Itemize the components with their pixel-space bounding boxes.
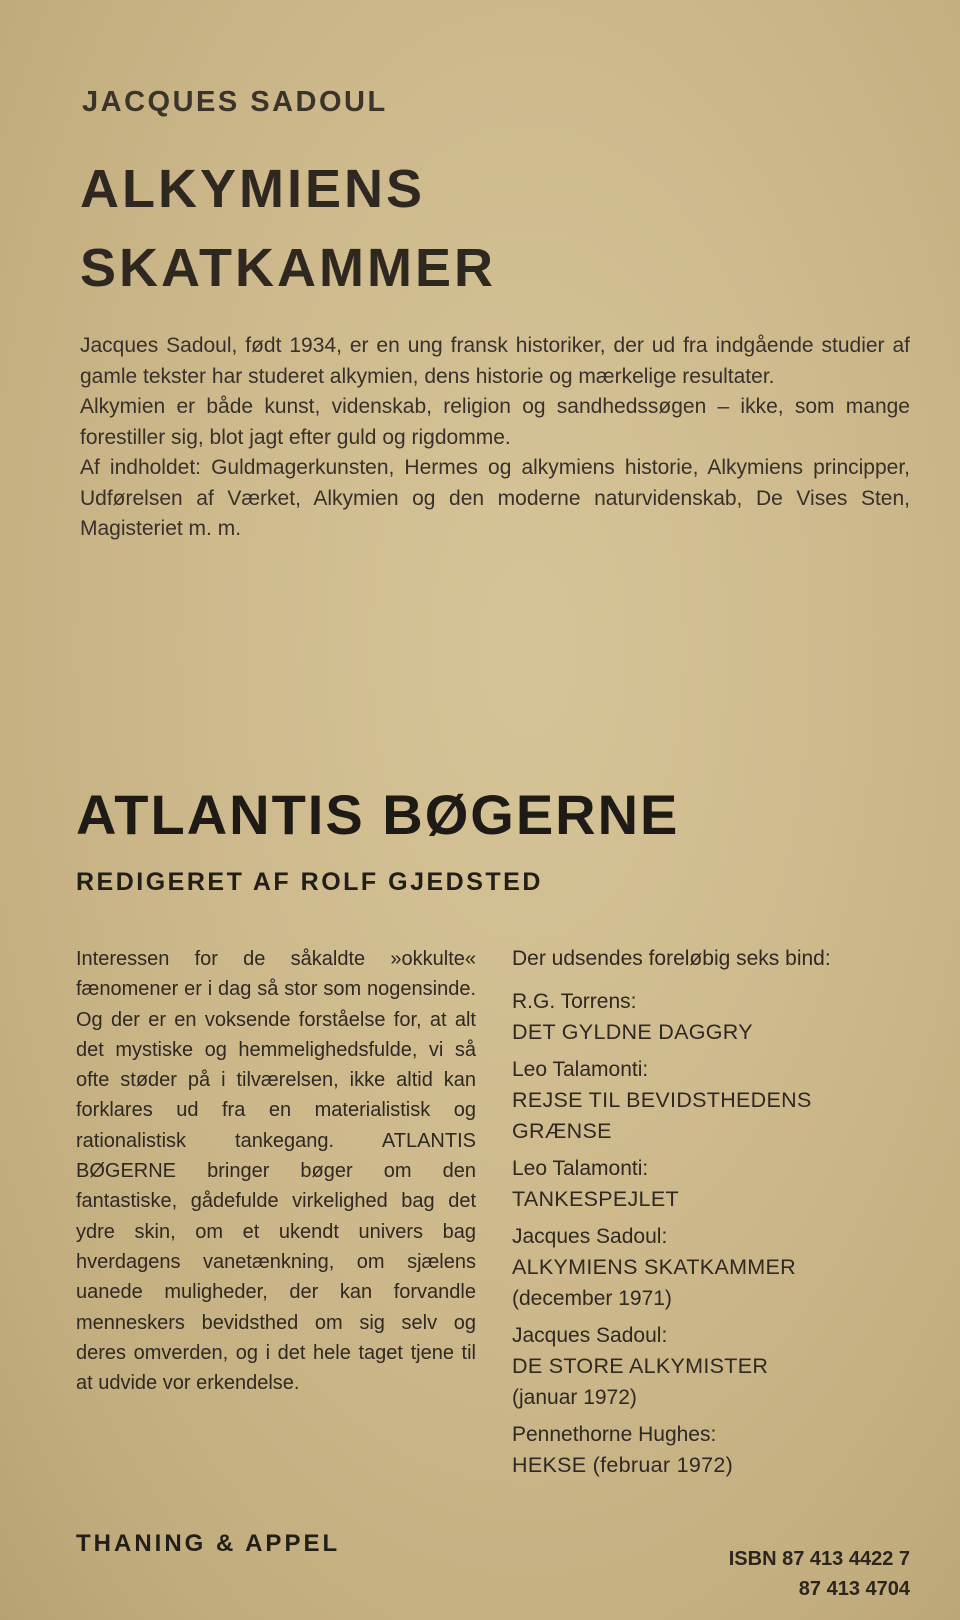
volume-title: DE STORE ALKYMISTER	[512, 1354, 769, 1378]
volume-date: (januar 1972)	[512, 1386, 637, 1409]
publisher-name: THANING & APPEL	[76, 1530, 341, 1557]
volume-title: REJSE TIL BEVIDSTHEDENS	[512, 1088, 812, 1112]
isbn-block	[690, 1544, 910, 1604]
volume-author: Leo Talamonti:	[512, 1157, 649, 1180]
volume-author: Jacques Sadoul:	[512, 1225, 668, 1248]
series-title: ATLANTIS BØGERNE	[76, 783, 680, 846]
isbn-line: ISBN 87 413 4422 7	[728, 1548, 910, 1570]
series-intro-text: Interessen for de såkaldte »okkulte« fænomener er i dag så stor som nogensinde. Og der er en voksende forståelse for, at alt det mystiske og hemmelighedsfulde, vi så ofte støder på i tilværelsen, ikke altid kan forklares ud fra en materialistisk og rationalistisk tankegang. ATLANTIS BØGERNE bringer bøger om den fantastiske, gådefulde virkelighed bag det ydre skin, om et ukendt univers bag hverdagens vanetænkning, om sjælens uanede muligheder, der kan forvandle menneskers bevidsthed om sig selv og deres omverden, og i det hele taget tjene til at udvide vor erkendelse.	[76, 948, 476, 1395]
volume-list-heading: Der udsendes foreløbig seks bind:	[512, 947, 831, 970]
volume-title: TANKESPEJLET	[512, 1187, 679, 1211]
volume-entry	[512, 1320, 922, 1413]
volume-date: (december 1971)	[512, 1287, 672, 1310]
volume-entry	[512, 986, 922, 1048]
description-paragraph: Alkymien er både kunst, videnskab, religion og sandhedssøgen – ikke, som mange forestiller sig, blot jagt efter guld og rigdomme.	[80, 395, 910, 449]
book-author: JACQUES SADOUL	[82, 86, 388, 118]
volume-author: Jacques Sadoul:	[512, 1324, 668, 1347]
volume-entry	[512, 1153, 922, 1215]
description-paragraph: Af indholdet: Guldmagerkunsten, Hermes og alkymiens historie, Alkymiens principper, Udførelsen af Værket, Alkymien og den moderne naturvidenskab, De Vises Sten, Magisteriet m. m.	[80, 456, 910, 540]
volume-entry	[512, 1221, 922, 1314]
series-intro	[76, 944, 476, 1398]
volume-entry	[512, 1054, 922, 1147]
book-title-line-1: ALKYMIENS	[80, 159, 426, 219]
book-title-line-2: SKATKAMMER	[80, 238, 496, 298]
volume-list	[512, 944, 922, 1487]
isbn-line: 87 413 4704	[798, 1578, 910, 1600]
volume-author: Pennethorne Hughes:	[512, 1423, 717, 1446]
volume-author: Leo Talamonti:	[512, 1058, 649, 1081]
volume-title: DET GYLDNE DAGGRY	[512, 1020, 753, 1044]
volume-title: HEKSE (februar 1972)	[512, 1453, 734, 1477]
volume-title-continued: GRÆNSE	[512, 1119, 612, 1143]
description-paragraph: Jacques Sadoul, født 1934, er en ung fransk historiker, der ud fra indgående studier af gamle tekster har studeret alkymien, dens historie og mærkelige resultater.	[80, 334, 910, 388]
volume-title: ALKYMIENS SKATKAMMER	[512, 1255, 796, 1279]
volume-entry	[512, 1419, 922, 1481]
book-description	[80, 331, 910, 545]
volume-author: R.G. Torrens:	[512, 990, 637, 1013]
series-editor: REDIGERET AF ROLF GJEDSTED	[76, 868, 543, 896]
